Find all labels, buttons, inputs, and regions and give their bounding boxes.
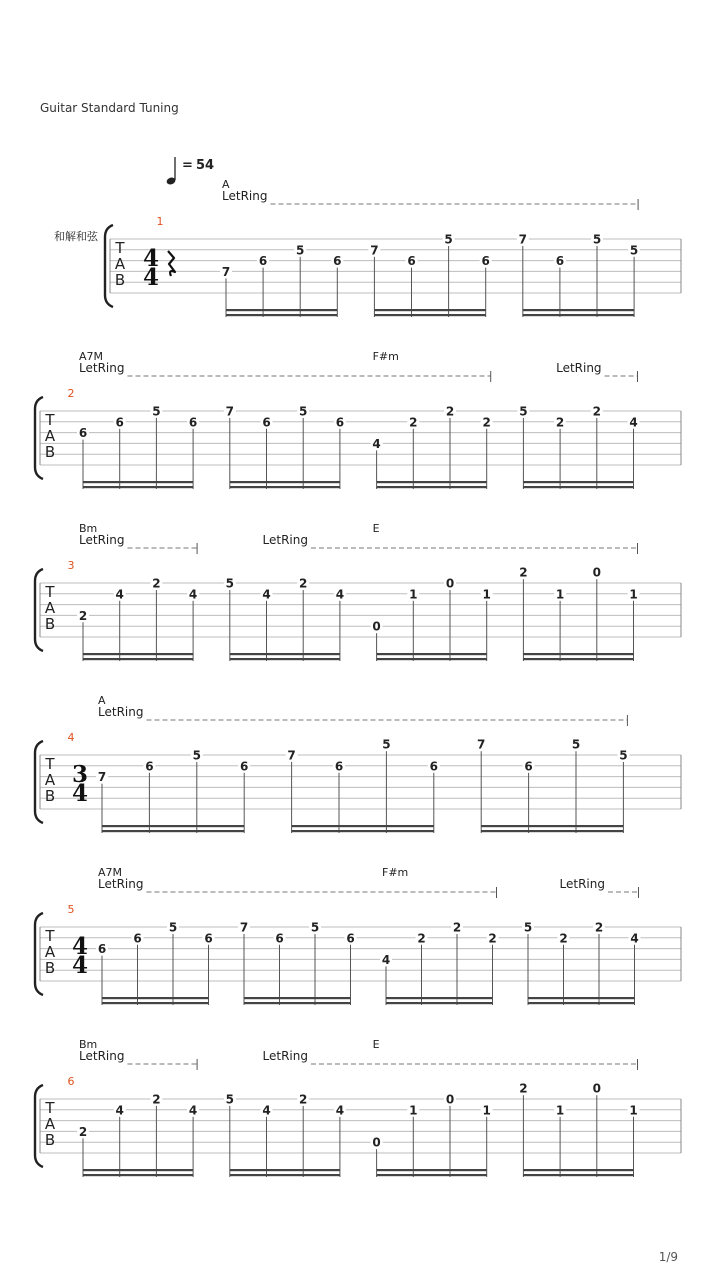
fret-number: 7: [239, 920, 249, 935]
fret-number: 6: [333, 254, 342, 269]
beam: [386, 997, 493, 999]
tab-clef-letter: T: [45, 583, 55, 601]
fret-number: 6: [258, 254, 268, 269]
fret-number: 7: [477, 737, 486, 752]
fret-number: 4: [115, 1103, 124, 1118]
fret-number: 2: [559, 931, 568, 946]
beam: [528, 997, 635, 999]
fret-number: 2: [555, 415, 565, 430]
measure-number: 6: [67, 1075, 75, 1088]
beam: [374, 309, 485, 311]
fret-number: 0: [592, 565, 601, 580]
let-ring-label: LetRing: [222, 189, 268, 203]
fret-number: 2: [488, 931, 497, 946]
instrument-name: 和解和弦: [54, 230, 98, 243]
fret-number: 4: [630, 931, 639, 946]
fret-number: 6: [133, 931, 142, 946]
fret-number: 1: [482, 587, 491, 602]
beam: [377, 481, 487, 483]
fret-number: 4: [115, 587, 124, 602]
measure-number: 2: [67, 387, 75, 400]
beam: [523, 309, 634, 311]
system-bracket: [35, 397, 43, 479]
let-ring-label: LetRing: [79, 533, 125, 547]
fret-number: 1: [629, 1103, 638, 1118]
beam: [83, 658, 193, 660]
tab-clef-letter: B: [44, 443, 56, 461]
fret-number: 5: [299, 404, 308, 419]
beam: [230, 486, 340, 488]
beam: [230, 1169, 340, 1171]
beam: [230, 658, 340, 660]
tempo-equals: =: [182, 158, 193, 173]
fret-number: 1: [482, 1103, 491, 1118]
beam: [377, 1174, 487, 1176]
fret-number: 1: [555, 587, 565, 602]
tab-clef-letter: A: [44, 427, 56, 445]
fret-number: 5: [523, 920, 533, 935]
fret-number: 7: [370, 243, 379, 258]
fret-number: 4: [372, 436, 381, 451]
fret-number: 0: [372, 1135, 381, 1150]
system-bracket: [35, 913, 43, 995]
fret-number: 2: [482, 415, 491, 430]
beam: [230, 1174, 340, 1176]
let-ring-label: LetRing: [262, 533, 308, 547]
let-ring-label: LetRing: [79, 361, 125, 375]
time-signature-top: 4: [71, 933, 89, 960]
beam: [102, 825, 244, 827]
fret-number: 4: [262, 587, 271, 602]
measure-number: 5: [67, 903, 75, 916]
beam: [102, 997, 209, 999]
beam: [83, 1174, 193, 1176]
beam: [230, 653, 340, 655]
tab-clef-letter: A: [44, 943, 56, 961]
beam: [377, 1169, 487, 1171]
time-signature-bottom: 4: [71, 780, 89, 807]
beam: [102, 1002, 209, 1004]
fret-number: 4: [335, 587, 345, 602]
fret-number: 7: [225, 404, 234, 419]
fret-number: 6: [115, 415, 124, 430]
fret-number: 6: [97, 942, 107, 957]
fret-number: 0: [445, 1092, 455, 1107]
fret-number: 2: [417, 931, 426, 946]
fret-number: 5: [382, 737, 391, 752]
fret-number: 6: [240, 759, 249, 774]
fret-number: 5: [296, 243, 305, 258]
beam: [377, 486, 487, 488]
fret-number: 0: [445, 576, 455, 591]
fret-number: 7: [287, 748, 296, 763]
fret-number: 5: [629, 243, 639, 258]
fret-number: 4: [629, 415, 638, 430]
fret-number: 1: [409, 1103, 418, 1118]
fret-number: 4: [188, 1103, 198, 1118]
fret-number: 5: [192, 748, 201, 763]
fret-number: 5: [152, 404, 161, 419]
fret-number: 2: [445, 404, 455, 419]
system-bracket: [105, 225, 113, 307]
fret-number: 2: [299, 1092, 308, 1107]
beam: [377, 653, 487, 655]
let-ring-label: LetRing: [98, 877, 144, 891]
measure-number: 3: [67, 559, 75, 572]
fret-number: 2: [409, 415, 418, 430]
fret-number: 5: [168, 920, 178, 935]
tab-clef-letter: A: [44, 1115, 56, 1133]
tab-clef-letter: T: [45, 927, 55, 945]
measure-number: 4: [67, 731, 75, 744]
tab-clef-letter: A: [44, 771, 56, 789]
fret-number: 2: [299, 576, 308, 591]
beam: [523, 314, 634, 316]
fret-number: 5: [519, 404, 528, 419]
fret-number: 5: [619, 748, 628, 763]
fret-number: 7: [518, 232, 527, 247]
fret-number: 6: [188, 415, 198, 430]
let-ring-label: LetRing: [262, 1049, 308, 1063]
fret-number: 6: [262, 415, 271, 430]
fret-number: 4: [335, 1103, 345, 1118]
beam: [523, 486, 633, 488]
fret-number: 2: [78, 608, 88, 623]
chord-name: A7M: [79, 350, 104, 363]
fret-number: 6: [204, 931, 213, 946]
time-signature-bottom: 4: [142, 264, 160, 291]
system-bracket: [35, 741, 43, 823]
fret-number: 2: [78, 1124, 88, 1139]
fret-number: 6: [555, 254, 565, 269]
tab-clef-letter: T: [45, 1099, 55, 1117]
fret-number: 2: [152, 576, 161, 591]
chord-name: A: [222, 178, 230, 191]
chord-name: A7M: [98, 866, 123, 879]
measure-number: 1: [156, 215, 164, 228]
chord-name: Bm: [79, 1038, 98, 1051]
fret-number: 2: [452, 920, 462, 935]
fret-number: 6: [145, 759, 154, 774]
let-ring-label: LetRing: [98, 705, 144, 719]
chord-name: Bm: [79, 522, 98, 535]
beam: [386, 1002, 493, 1004]
fret-number: 6: [346, 931, 355, 946]
beam: [226, 309, 337, 311]
fret-number: 1: [409, 587, 418, 602]
system-bracket: [35, 569, 43, 651]
beam: [523, 1169, 633, 1171]
fret-number: 6: [334, 759, 344, 774]
chord-name: F#m: [372, 350, 399, 363]
beam: [292, 830, 434, 832]
beam: [523, 1174, 633, 1176]
beam: [83, 1169, 193, 1171]
fret-number: 0: [592, 1081, 601, 1096]
fret-number: 7: [97, 770, 107, 785]
time-signature-top: 3: [71, 761, 89, 788]
fret-number: 6: [524, 759, 533, 774]
tuning-label: Guitar Standard Tuning: [40, 101, 179, 115]
beam: [83, 486, 193, 488]
beam: [528, 1002, 635, 1004]
tab-clef-letter: B: [44, 959, 56, 977]
tab-clef-letter: B: [44, 787, 56, 805]
let-ring-label: LetRing: [79, 1049, 125, 1063]
beam: [481, 830, 623, 832]
chord-name: E: [372, 522, 380, 535]
beam: [377, 658, 487, 660]
fret-number: 7: [221, 264, 231, 279]
tab-clef-letter: B: [44, 615, 56, 633]
tab-clef-letter: T: [45, 755, 55, 773]
let-ring-label: LetRing: [556, 361, 602, 375]
fret-number: 6: [335, 415, 345, 430]
fret-number: 5: [310, 920, 320, 935]
fret-number: 5: [225, 576, 234, 591]
beam: [523, 653, 633, 655]
fret-number: 2: [592, 404, 601, 419]
fret-number: 1: [629, 587, 638, 602]
chord-name: F#m: [382, 866, 409, 879]
fret-number: 2: [594, 920, 604, 935]
fret-number: 5: [444, 232, 453, 247]
tab-clef-letter: B: [44, 1131, 56, 1149]
fret-number: 6: [481, 254, 490, 269]
beam: [102, 830, 244, 832]
fret-number: 6: [407, 254, 416, 269]
fret-number: 2: [519, 565, 528, 580]
fret-number: 4: [381, 952, 391, 967]
fret-number: 5: [225, 1092, 234, 1107]
tab-clef-letter: B: [114, 271, 126, 289]
beam: [523, 658, 633, 660]
beam: [481, 825, 623, 827]
tab-clef-letter: A: [114, 255, 126, 273]
beam: [226, 314, 337, 316]
page-number: 1/9: [658, 1250, 678, 1264]
time-signature-bottom: 4: [71, 952, 89, 979]
let-ring-label: LetRing: [559, 877, 605, 891]
tab-clef-letter: T: [45, 411, 55, 429]
beam: [230, 481, 340, 483]
beam: [83, 481, 193, 483]
fret-number: 2: [519, 1081, 528, 1096]
fret-number: 4: [188, 587, 198, 602]
chord-name: A: [98, 694, 106, 707]
fret-number: 5: [571, 737, 581, 752]
beam: [292, 825, 434, 827]
beam: [244, 1002, 351, 1004]
time-signature-top: 4: [142, 245, 160, 272]
beam: [244, 997, 351, 999]
fret-number: 1: [555, 1103, 565, 1118]
beam: [374, 314, 485, 316]
fret-number: 6: [429, 759, 438, 774]
fret-number: 6: [275, 931, 284, 946]
fret-number: 4: [262, 1103, 271, 1118]
tab-clef-letter: A: [44, 599, 56, 617]
system-bracket: [35, 1085, 43, 1167]
fret-number: 6: [78, 426, 88, 441]
quarter-rest-icon: [168, 251, 175, 276]
beam: [83, 653, 193, 655]
fret-number: 0: [372, 619, 381, 634]
beam: [523, 481, 633, 483]
fret-number: 2: [152, 1092, 161, 1107]
tab-clef-letter: T: [115, 239, 125, 257]
fret-number: 5: [592, 232, 602, 247]
tempo-bpm: 54: [196, 158, 215, 173]
chord-name: E: [372, 1038, 380, 1051]
